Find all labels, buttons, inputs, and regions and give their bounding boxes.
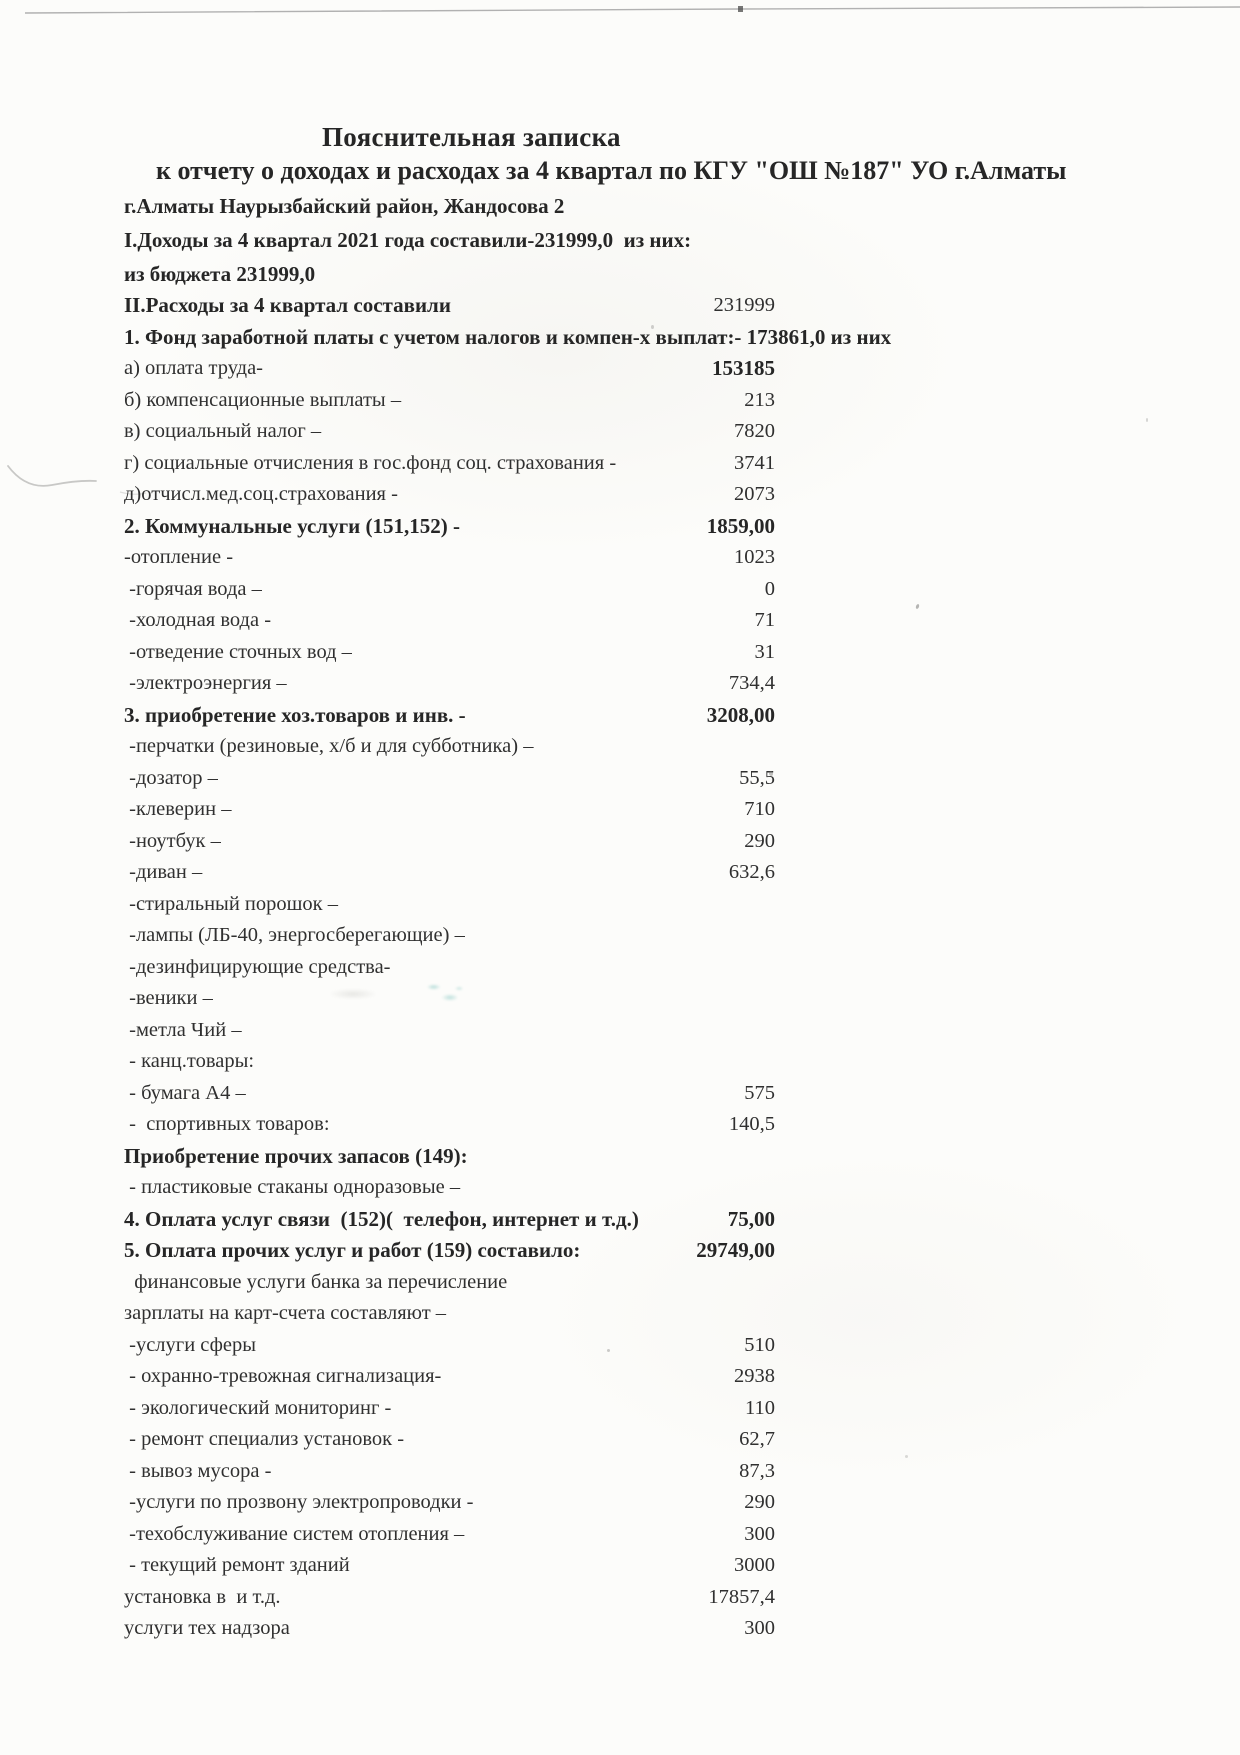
report-row [124, 385, 784, 417]
row-label: Приобретение прочих запасов (149): [124, 1143, 468, 1168]
report-row [124, 1519, 784, 1551]
row-value: 31 [754, 640, 775, 663]
row-value: 62,7 [739, 1428, 775, 1450]
row-label: - бумага А4 – [124, 1081, 246, 1104]
row-label: -услуги по прозвону электропроводки - [124, 1491, 474, 1513]
row-label: - вывоз мусора - [124, 1459, 272, 1482]
scan-speck [651, 325, 654, 329]
report-row [124, 1267, 784, 1299]
report-row [124, 1204, 784, 1236]
row-value: 632,6 [728, 861, 775, 883]
row-label: в) социальный налог – [124, 420, 322, 442]
row-label: -ноутбук – [124, 829, 221, 852]
row-label: финансовые услуги банка за перечисление [124, 1270, 508, 1293]
row-label: -дезинфицирующие средства- [124, 955, 391, 978]
report-row [124, 290, 784, 322]
row-value: 110 [745, 1396, 775, 1419]
row-label: 4. Оплата услуг связи (152)( телефон, интернет и т.д.) [124, 1206, 639, 1231]
report-row [124, 763, 784, 795]
row-label: -холодная вода - [124, 609, 272, 631]
row-label: -отопление - [124, 546, 234, 568]
budget-line: из бюджета 231999,0 [124, 262, 316, 286]
row-label: -лампы (ЛБ-40, энергосберегающие) – [124, 924, 465, 946]
report-row [124, 1078, 784, 1110]
report-row [124, 1109, 784, 1141]
row-label: -дозатор – [124, 766, 218, 789]
row-value: 2938 [734, 1365, 775, 1387]
row-value: 7820 [734, 420, 775, 442]
report-row [124, 448, 784, 480]
row-label: -техобслуживание систем отопления – [124, 1522, 465, 1545]
row-label: - канц.товары: [124, 1050, 255, 1072]
row-value: 3741 [734, 451, 775, 474]
row-label: установка в и т.д. [124, 1585, 281, 1608]
row-value: 71 [754, 609, 775, 631]
report-row [124, 1015, 784, 1047]
row-value: 300 [744, 1522, 775, 1545]
pen-mark-curve [8, 466, 96, 486]
report-row [124, 511, 784, 543]
report-row [124, 1298, 784, 1330]
report-row [124, 826, 784, 858]
report-row [124, 479, 784, 511]
report-row [124, 1550, 784, 1582]
report-row [124, 700, 784, 732]
row-label: б) компенсационные выплаты – [124, 388, 402, 411]
row-value: 710 [744, 798, 775, 820]
scan-speck [1146, 418, 1148, 422]
row-value: 290 [744, 1491, 775, 1513]
row-label: г) социальные отчисления в гос.фонд соц. страхования - [124, 451, 617, 474]
row-label: -перчатки (резиновые, х/б и для субботника) – [124, 735, 534, 757]
row-label: а) оплата труда- [124, 357, 264, 379]
row-label: -метла Чий – [124, 1018, 242, 1041]
row-value: 231999 [713, 294, 775, 316]
row-value: 87,3 [739, 1459, 775, 1482]
row-value: 290 [744, 829, 775, 852]
document-title: Пояснительная записка [322, 122, 621, 152]
row-value: 140,5 [728, 1113, 775, 1135]
teal-stamp-smudge [420, 978, 466, 1008]
report-row [124, 542, 784, 574]
report-row [124, 416, 784, 448]
row-label: -услуги сферы [124, 1333, 257, 1356]
row-value: 213 [744, 388, 775, 411]
row-label: - ремонт специализ установок - [124, 1428, 405, 1450]
row-value: 75,00 [727, 1206, 775, 1231]
row-value: 1023 [734, 546, 775, 568]
row-value: 0 [764, 577, 775, 600]
row-label: зарплаты на карт-счета составляют – [124, 1302, 447, 1324]
report-row [124, 637, 784, 669]
row-label: - текущий ремонт зданий [124, 1554, 350, 1576]
row-value: 575 [744, 1081, 775, 1104]
row-label: - спортивных товаров: [124, 1113, 330, 1135]
row-label: -отведение сточных вод – [124, 640, 352, 663]
report-row [124, 1456, 784, 1488]
row-label: II.Расходы за 4 квартал составили [124, 293, 451, 317]
row-label: - пластиковые стаканы одноразовые – [124, 1176, 461, 1198]
report-row [124, 889, 784, 921]
gray-smudge [318, 986, 388, 1002]
row-value: 2073 [734, 483, 775, 505]
report-row [124, 668, 784, 700]
row-label: 3. приобретение хоз.товаров и инв. - [124, 702, 466, 727]
row-value: 1859,00 [706, 513, 775, 538]
row-value: 3000 [734, 1554, 775, 1576]
row-label: -диван – [124, 861, 203, 883]
row-value: 510 [744, 1333, 775, 1356]
report-row [124, 322, 892, 354]
report-row [124, 574, 784, 606]
row-label: -веники – [124, 987, 213, 1009]
row-value: 153185 [712, 356, 775, 380]
document-subtitle: к отчету о доходах и расходах за 4 квартал по КГУ "ОШ №187" УО г.Алматы [156, 156, 1067, 185]
report-row [124, 1424, 784, 1456]
scan-edge-dot [738, 6, 743, 12]
row-label: 2. Коммунальные услуги (151,152) - [124, 513, 460, 538]
scan-speck [915, 604, 920, 610]
report-row [124, 1487, 784, 1519]
report-row [124, 1046, 784, 1078]
row-label: д)отчисл.мед.соц.страхования - [124, 483, 398, 505]
scan-edge-line [25, 7, 1240, 13]
report-row [124, 1235, 784, 1267]
row-label: услуги тех надзора [124, 1617, 290, 1639]
report-row [124, 920, 784, 952]
row-value: 300 [744, 1617, 775, 1639]
row-value: 29749,00 [696, 1238, 775, 1262]
report-row [124, 794, 784, 826]
row-label: - охранно-тревожная сигнализация- [124, 1365, 442, 1387]
report-row [124, 1141, 784, 1173]
scan-speck [607, 1349, 610, 1352]
report-row [124, 1361, 784, 1393]
report-row [124, 857, 784, 889]
report-row [124, 1172, 784, 1204]
report-rows [124, 290, 892, 1645]
report-row [124, 605, 784, 637]
report-row [124, 1330, 784, 1362]
report-row [124, 1582, 784, 1614]
row-label: -стиральный порошок – [124, 892, 339, 915]
row-label: -электроэнергия – [124, 672, 287, 694]
report-row [124, 1393, 784, 1425]
row-label: -клеверин – [124, 798, 232, 820]
income-summary-line: I.Доходы за 4 квартал 2021 года составили-231999,0 из них: [124, 228, 692, 252]
report-row [124, 1613, 784, 1645]
row-label: - экологический мониторинг - [124, 1396, 392, 1419]
row-value: 55,5 [739, 766, 775, 789]
row-value: 734,4 [728, 672, 775, 694]
report-row [124, 731, 784, 763]
row-label: 5. Оплата прочих услуг и работ (159) составило: [124, 1238, 581, 1262]
report-row [124, 353, 784, 385]
row-value: 3208,00 [706, 702, 775, 727]
row-label: -горячая вода – [124, 577, 262, 600]
scan-speck [905, 1455, 908, 1458]
row-value: 17857,4 [708, 1585, 775, 1608]
row-label: 1. Фонд заработной платы с учетом налогов и компен-х выплат:- 173861,0 из них [124, 324, 892, 349]
address-line: г.Алматы Наурызбайский район, Жандосова 2 [124, 194, 565, 218]
